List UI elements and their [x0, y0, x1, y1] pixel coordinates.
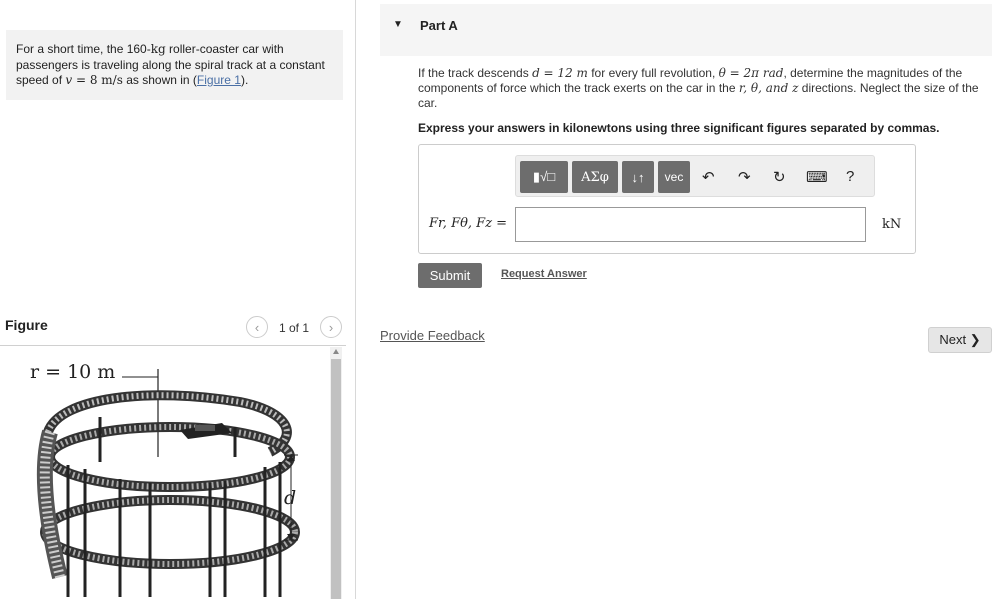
figure-title: Figure: [5, 317, 48, 333]
caret-down-icon[interactable]: ▼: [393, 19, 403, 30]
radius-label: r = 10 m: [30, 361, 116, 383]
spiral-track-illustration: [0, 347, 330, 599]
speed-variable: v: [65, 73, 73, 87]
vector-button[interactable]: vec: [658, 161, 690, 193]
math-toolbar: [515, 155, 875, 197]
answer-instruction: Express your answers in kilonewtons using three significant figures separated by commas.: [418, 121, 940, 135]
theta-value: θ = 2π rad: [718, 66, 784, 80]
depth-label: d: [284, 487, 297, 509]
answer-input[interactable]: [515, 207, 866, 242]
problem-text: roller-coaster car with passengers is traveling along the spiral track at a constant speed of: [16, 42, 325, 87]
provide-feedback-link[interactable]: Provide Feedback: [380, 328, 485, 343]
question-segment: for every full revolution,: [587, 66, 719, 80]
prev-figure-button[interactable]: [246, 316, 268, 338]
keyboard-icon[interactable]: ⌨: [806, 169, 828, 186]
problem-text: ).: [240, 73, 249, 87]
speed-value: = 8 m/s: [72, 73, 123, 87]
question-segment: If the track descends: [418, 66, 533, 80]
figure-image: [0, 347, 330, 599]
next-figure-button[interactable]: [320, 316, 342, 338]
mass-unit: kg: [150, 42, 166, 56]
undo-icon[interactable]: ↶: [702, 169, 715, 186]
depth-value: d = 12 m: [532, 66, 588, 80]
problem-text: as shown in (: [122, 73, 197, 87]
templates-button[interactable]: ▮√□: [520, 161, 568, 193]
problem-text: For a short time, the 160-: [16, 42, 151, 56]
question-segment: directions. Neglect the size of the car.: [418, 81, 979, 110]
scroll-up-icon[interactable]: [333, 349, 339, 354]
chevron-right-icon: ›: [328, 319, 334, 335]
question-segment: , determine the magnitudes of the components of force which the track exerts on the car in the: [418, 66, 963, 95]
problem-statement: [6, 30, 343, 100]
unit-label: kN: [882, 217, 902, 232]
left-panel: [0, 0, 356, 599]
reset-icon[interactable]: ↻: [773, 169, 786, 186]
question-text: [418, 66, 992, 111]
part-a-header[interactable]: [380, 4, 992, 56]
next-button[interactable]: Next ❯: [928, 327, 992, 353]
figure-page-count: 1 of 1: [279, 321, 310, 335]
help-icon[interactable]: ?: [846, 168, 855, 185]
submit-button[interactable]: Submit: [418, 263, 482, 288]
chevron-left-icon: ‹: [254, 319, 260, 335]
arrows-button[interactable]: ↓↑: [622, 161, 654, 193]
greek-symbols-button[interactable]: ΑΣφ: [572, 161, 618, 193]
figure-scrollbar[interactable]: [330, 347, 342, 599]
direction-list: r, θ, and z: [738, 81, 799, 95]
request-answer-link[interactable]: Request Answer: [501, 268, 587, 280]
redo-icon[interactable]: ↷: [738, 169, 751, 186]
figure-link[interactable]: Figure 1: [196, 73, 241, 87]
answer-panel: [418, 144, 916, 254]
answer-label: Fr, Fθ, Fz =: [429, 216, 508, 231]
figure-header: [0, 312, 346, 346]
part-title: Part A: [420, 18, 458, 33]
scroll-thumb[interactable]: [331, 359, 341, 599]
